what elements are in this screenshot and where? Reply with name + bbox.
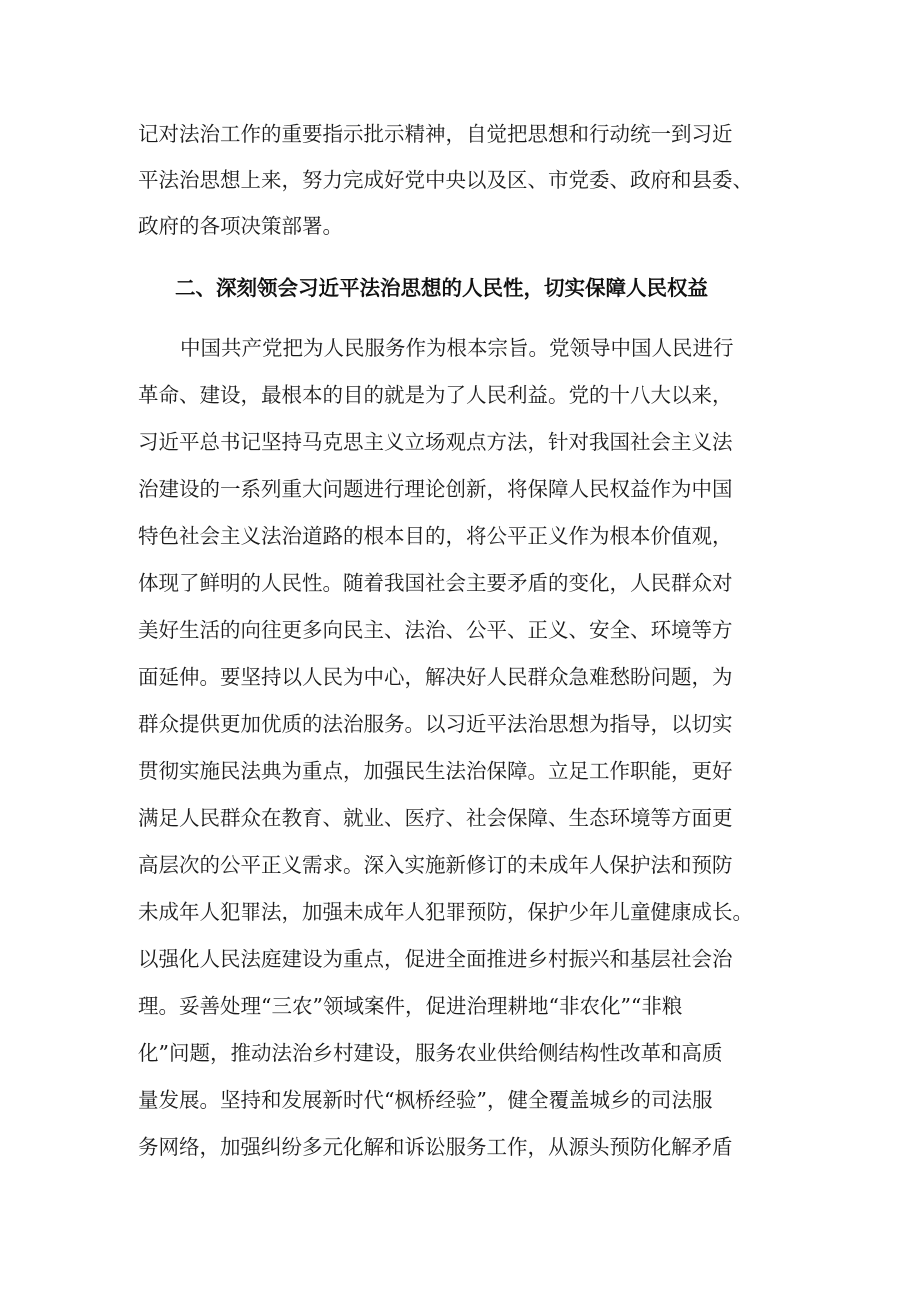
para2-line-15: 理。妥善处理“三农”领域案件，促进治理耕地“非农化”“非粮 (138, 994, 683, 1018)
para2-line-12: 高层次的公平正义需求。深入实施新修订的未成年人保护法和预防 (138, 853, 733, 877)
para2-line-5: 特色社会主义法治道路的根本目的，将公平正义作为根本价值观， (138, 524, 733, 548)
para1-line-1: 记对法治工作的重要指示批示精神，自觉把思想和行动统一到习近 (138, 122, 733, 146)
para2-line-16: 化”问题，推动法治乡村建设，服务农业供给侧结构性改革和高质 (138, 1041, 723, 1065)
para2-line-3: 习近平总书记坚持马克思主义立场观点方法，针对我国社会主义法 (138, 430, 733, 454)
para2-line-4: 治建设的一系列重大问题进行理论创新，将保障人民权益作为中国 (138, 477, 733, 501)
para2-line-9: 群众提供更加优质的法治服务。以习近平法治思想为指导，以切实 (138, 712, 733, 736)
para2-line-13: 未成年人犯罪法，加强未成年人犯罪预防，保护少年儿童健康成长。 (138, 900, 753, 924)
para2-line-6: 体现了鲜明的人民性。随着我国社会主要矛盾的变化，人民群众对 (138, 571, 733, 595)
para2-line-17: 量发展。坚持和发展新时代“枫桥经验”，健全覆盖城乡的司法服 (138, 1088, 713, 1112)
para2-line-8: 面延伸。要坚持以人民为中心，解决好人民群众急难愁盼问题，为 (138, 665, 733, 689)
para2-line-2: 革命、建设，最根本的目的就是为了人民利益。党的十八大以来， (138, 383, 733, 407)
para2-line-7: 美好生活的向往更多向民主、法治、公平、正义、安全、环境等方 (138, 618, 733, 642)
para2-line-10: 贯彻实施民法典为重点，加强民生法治保障。立足工作职能，更好 (138, 759, 733, 783)
para1-line-3: 政府的各项决策部署。 (138, 214, 343, 238)
para2-line-18: 务网络，加强纠纷多元化解和诉讼服务工作，从源头预防化解矛盾 (138, 1135, 733, 1159)
para2-line-14: 以强化人民法庭建设为重点，促进全面推进乡村振兴和基层社会治 (138, 947, 733, 971)
para1-line-2: 平法治思想上来，努力完成好党中央以及区、市党委、政府和县委、 (138, 168, 753, 192)
section-heading: 二、深刻领会习近平法治思想的人民性，切实保障人民权益 (175, 276, 708, 300)
para2-line-1: 中国共产党把为人民服务作为根本宗旨。党领导中国人民进行 (180, 336, 734, 360)
para2-line-11: 满足人民群众在教育、就业、医疗、社会保障、生态环境等方面更 (138, 806, 733, 830)
